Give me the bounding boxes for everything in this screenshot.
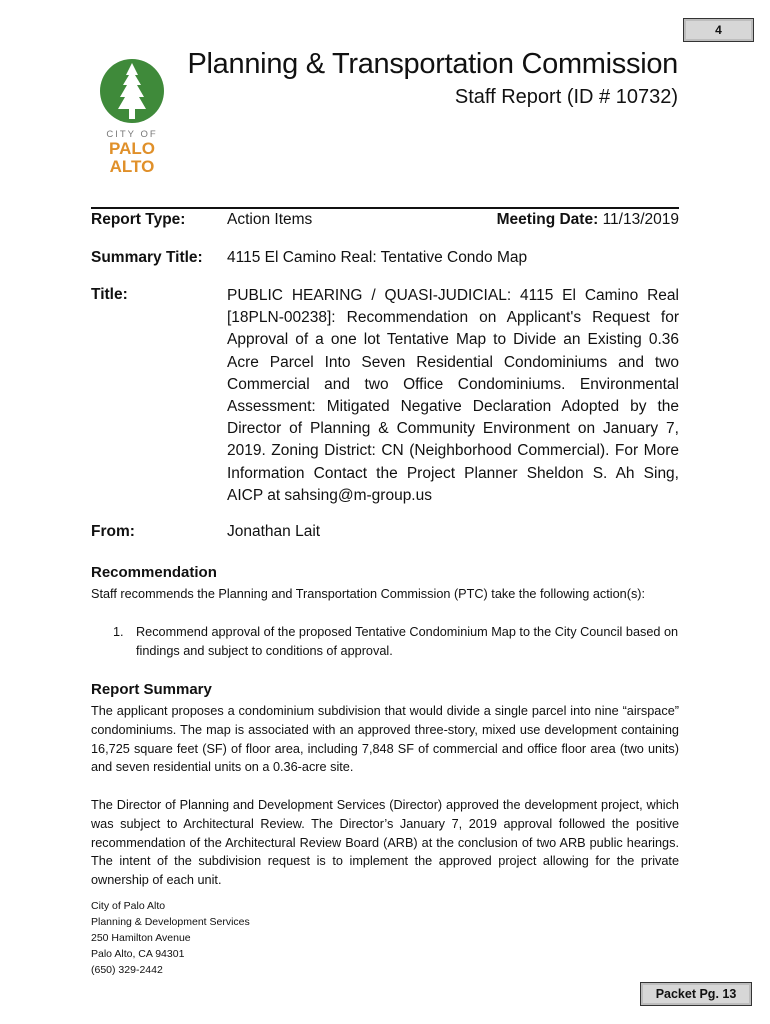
staff-report-id: Staff Report (ID # 10732) xyxy=(454,86,678,108)
footer-address xyxy=(91,898,250,978)
logo-palo: PALO xyxy=(109,139,155,158)
footer-line: 250 Hamilton Avenue xyxy=(91,932,191,944)
list-item-number: 1. xyxy=(113,625,124,639)
city-logo xyxy=(96,55,168,177)
packet-page-badge: Packet Pg. 13 xyxy=(640,982,752,1006)
footer-line: (650) 329-2442 xyxy=(91,964,163,976)
summary-title-label: Summary Title: xyxy=(91,249,203,266)
report-summary-paragraph-1: The applicant proposes a condominium subdivision that would divide a single parcel into nine “airspace” condominiums. The map is associated with an approved three-story, mixed use development containing 16,725 square feet (SF) of floor area, including 7,848 SF of commercial and office floor area (two units) and seven residential units on a 0.36-acre site. xyxy=(91,704,679,775)
footer-line: Planning & Development Services xyxy=(91,916,250,928)
meeting-date xyxy=(497,211,679,229)
tree-emblem-icon xyxy=(96,55,168,177)
report-summary-heading: Report Summary xyxy=(91,681,212,698)
footer-line: Palo Alto, CA 94301 xyxy=(91,948,185,960)
logo-city-of: CITY OF xyxy=(106,129,158,140)
footer-line: City of Palo Alto xyxy=(91,900,166,912)
summary-title-value: 4115 El Camino Real: Tentative Condo Map xyxy=(227,249,528,266)
from-value: Jonathan Lait xyxy=(227,523,321,540)
report-type-label: Report Type: xyxy=(91,211,186,228)
logo-alto: ALTO xyxy=(109,157,155,176)
report-summary-paragraph-2: The Director of Planning and Development Services (Director) approved the development project, which was subject to Architectural Review. The Director’s January 7, 2019 approval followed the positive recommendation of the Architectural Review Board (ARB) at the conclusion of two ARB public hearings. The intent of the subdivision request is to implement the approved project allowing for the private ownership of each unit. xyxy=(91,798,679,888)
title-value: PUBLIC HEARING / QUASI-JUDICIAL: 4115 El Camino Real [18PLN-00238]: Recommendation on Applicant's Request for Approval of a one lot Tentative Map to Divide an Existing 0.36 Acre Parcel Into Seven Residential Condominiums and two Commercial and two Office Condominiums. Environmental Assessment: Mitigated Negative Declaration Adopted by the Director of Planning & Community Environment on January 7, 2019. Zoning District: CN (Neighborhood Commercial). For More Information Contact the Project Planner Sheldon S. Ah Sing, AICP at sahsing@m-group.us xyxy=(227,287,679,504)
from-label: From: xyxy=(91,523,135,540)
document-title: Planning & Transportation Commission xyxy=(187,48,678,80)
recommendation-heading: Recommendation xyxy=(91,564,217,581)
meeting-date-value: 11/13/2019 xyxy=(602,211,679,228)
meeting-date-label: Meeting Date: xyxy=(496,211,599,228)
page-number-badge: 4 xyxy=(683,18,754,42)
report-type-value: Action Items xyxy=(227,211,313,228)
list-item: Recommend approval of the proposed Tentative Condominium Map to the City Council based on findings and subject to conditions of approval. xyxy=(136,625,679,658)
recommendation-intro: Staff recommends the Planning and Transportation Commission (PTC) take the following action(s): xyxy=(91,587,646,601)
title-label: Title: xyxy=(91,286,128,303)
header-divider xyxy=(91,207,679,209)
